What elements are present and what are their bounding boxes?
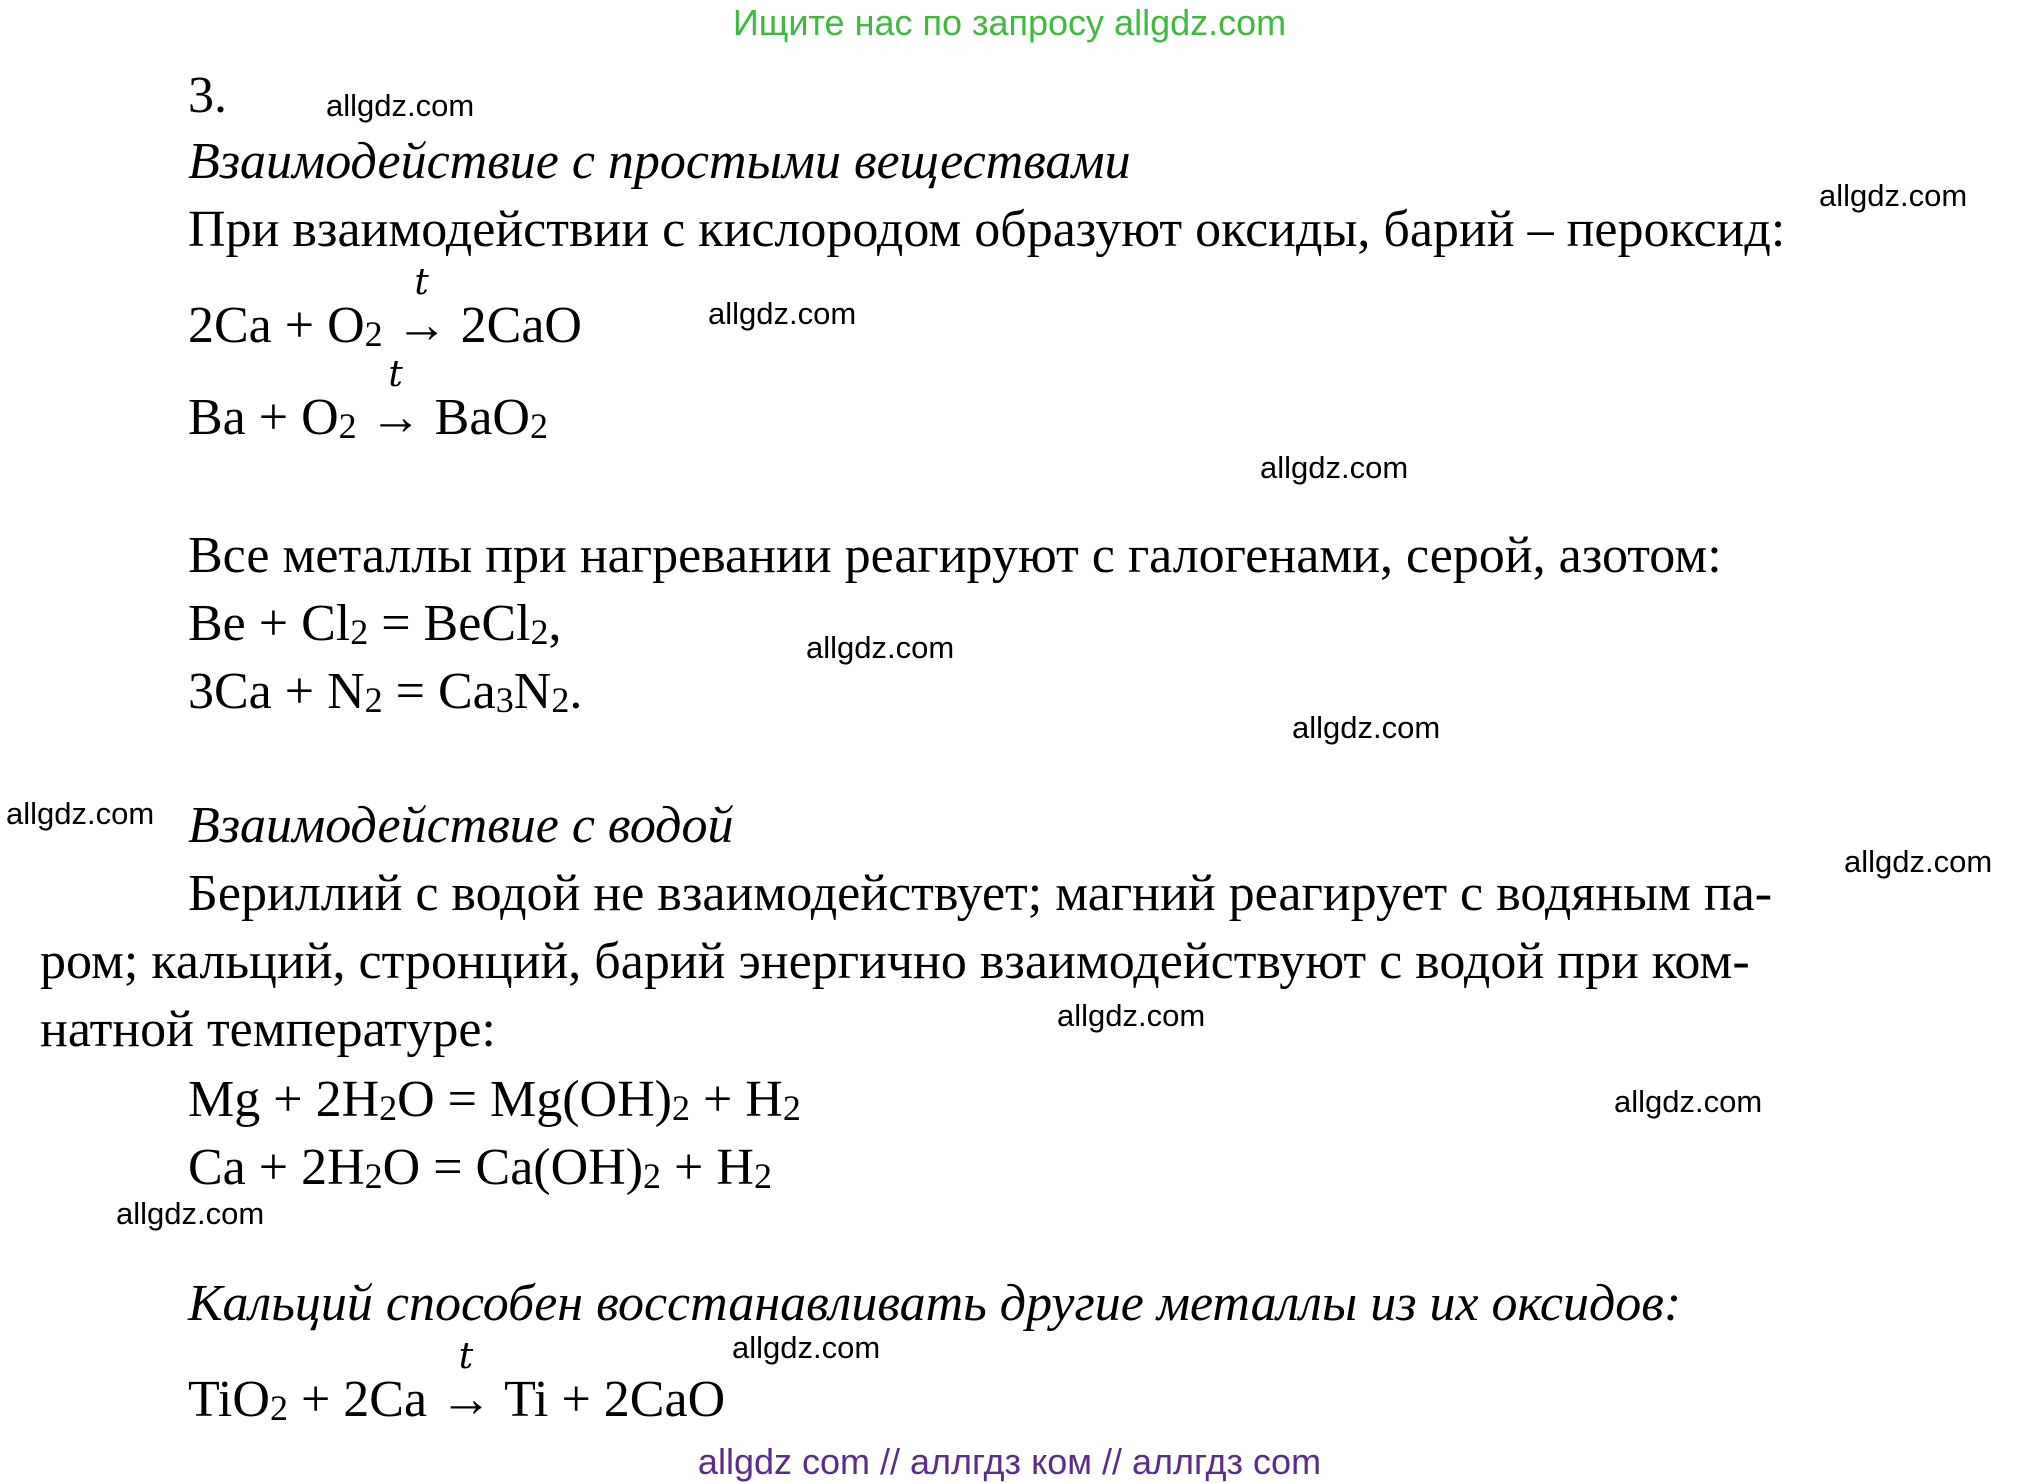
- eq-part: = BeCl: [368, 595, 531, 652]
- condition-t: t: [414, 262, 429, 303]
- arrow: →: [440, 1371, 493, 1428]
- eq-right: BaO: [434, 389, 530, 446]
- eq-part: = Ca: [382, 663, 496, 720]
- equation-be-chlorine: [188, 594, 561, 653]
- watermark: allgdz.com: [1844, 844, 1993, 879]
- eq-sub: 3: [495, 680, 514, 720]
- section-title-reduction: Кальций способен восстанавливать другие металлы из их оксидов:: [188, 1275, 1682, 1332]
- arrow-with-condition: [440, 1336, 493, 1429]
- eq-part: O = Mg(OH): [397, 1071, 672, 1128]
- eq-left: Ba + O: [188, 389, 339, 446]
- eq-left: 2Ca + O: [188, 297, 365, 354]
- equation-ca-water: [188, 1138, 772, 1197]
- watermark: allgdz.com: [806, 630, 955, 665]
- eq-sub: 2: [530, 612, 549, 652]
- eq-sub: 2: [364, 314, 383, 354]
- watermark: allgdz.com: [732, 1330, 881, 1365]
- equation-ca-nitrogen: [188, 662, 582, 721]
- bottom-banner: allgdz com // аллгдз ком // аллгдз com: [697, 1441, 1322, 1482]
- equation-ca-oxygen: [188, 262, 582, 355]
- condition-t: t: [458, 1336, 474, 1377]
- top-banner: Ищите нас по запросу allgdz.com: [732, 2, 1287, 43]
- eq-part: Ti + 2CaO: [492, 1371, 726, 1428]
- eq-sub: 2: [753, 1156, 772, 1196]
- eq-part: + H: [689, 1071, 783, 1128]
- eq-sub: 2: [671, 1088, 690, 1128]
- section-title-simple-substances: Взаимодействие с простыми веществами: [188, 133, 1131, 190]
- eq-part: Be + Cl: [188, 595, 351, 652]
- eq-part: .: [569, 663, 583, 720]
- eq-part: Mg + 2H: [188, 1071, 380, 1128]
- water-paragraph-line-1: Бериллий с водой не взаимодействует; магний реагирует с водяным па-: [188, 865, 1773, 922]
- eq-part: Ca + 2H: [188, 1139, 365, 1196]
- task-number: 3.: [188, 67, 227, 124]
- eq-sub: 2: [269, 1388, 288, 1428]
- eq-part: TiO: [188, 1371, 270, 1428]
- eq-sub: 2: [529, 406, 548, 446]
- eq-sub: 2: [379, 1088, 398, 1128]
- equation-ba-oxygen: [188, 354, 548, 447]
- eq-sub: 2: [643, 1156, 662, 1196]
- watermark: allgdz.com: [708, 296, 857, 331]
- eq-sub: 2: [364, 680, 383, 720]
- oxygen-intro-text: При взаимодействии с кислородом образуют оксиды, барий – пероксид:: [188, 201, 1786, 258]
- watermark: allgdz.com: [116, 1196, 265, 1231]
- watermark: allgdz.com: [1819, 178, 1968, 213]
- eq-part: + 2Ca: [287, 1371, 441, 1428]
- eq-sub: 2: [551, 680, 570, 720]
- eq-part: ,: [548, 595, 562, 652]
- eq-sub: 2: [350, 612, 369, 652]
- watermark: allgdz.com: [326, 88, 475, 123]
- halogens-text: Все металлы при нагревании реагируют с галогенами, серой, азотом:: [188, 527, 1722, 584]
- eq-part: N: [513, 663, 552, 720]
- equation-mg-water: [188, 1070, 801, 1129]
- eq-sub: 2: [364, 1156, 383, 1196]
- eq-sub: 2: [782, 1088, 801, 1128]
- watermark: allgdz.com: [1292, 710, 1441, 745]
- eq-right: 2CaO: [460, 297, 582, 354]
- water-paragraph-line-3: натной температуре:: [40, 1001, 496, 1058]
- condition-t: t: [388, 354, 403, 395]
- arrow: →: [395, 297, 448, 354]
- watermark: allgdz.com: [1614, 1084, 1763, 1119]
- section-title-water: Взаимодействие с водой: [188, 797, 734, 854]
- eq-part: O = Ca(OH): [382, 1139, 644, 1196]
- watermark: allgdz.com: [6, 796, 155, 831]
- arrow-with-condition: [395, 262, 448, 355]
- watermark: allgdz.com: [1057, 998, 1206, 1033]
- eq-part: 3Ca + N: [188, 663, 365, 720]
- equation-tio2-ca: [188, 1336, 726, 1429]
- arrow-with-condition: [369, 354, 422, 447]
- eq-part: + H: [661, 1139, 754, 1196]
- eq-sub: 2: [338, 406, 357, 446]
- arrow: →: [369, 389, 422, 446]
- water-paragraph-line-2: ром; кальций, стронций, барий энергично взаимодействуют с водой при ком-: [40, 933, 1750, 990]
- watermark: allgdz.com: [1260, 450, 1409, 485]
